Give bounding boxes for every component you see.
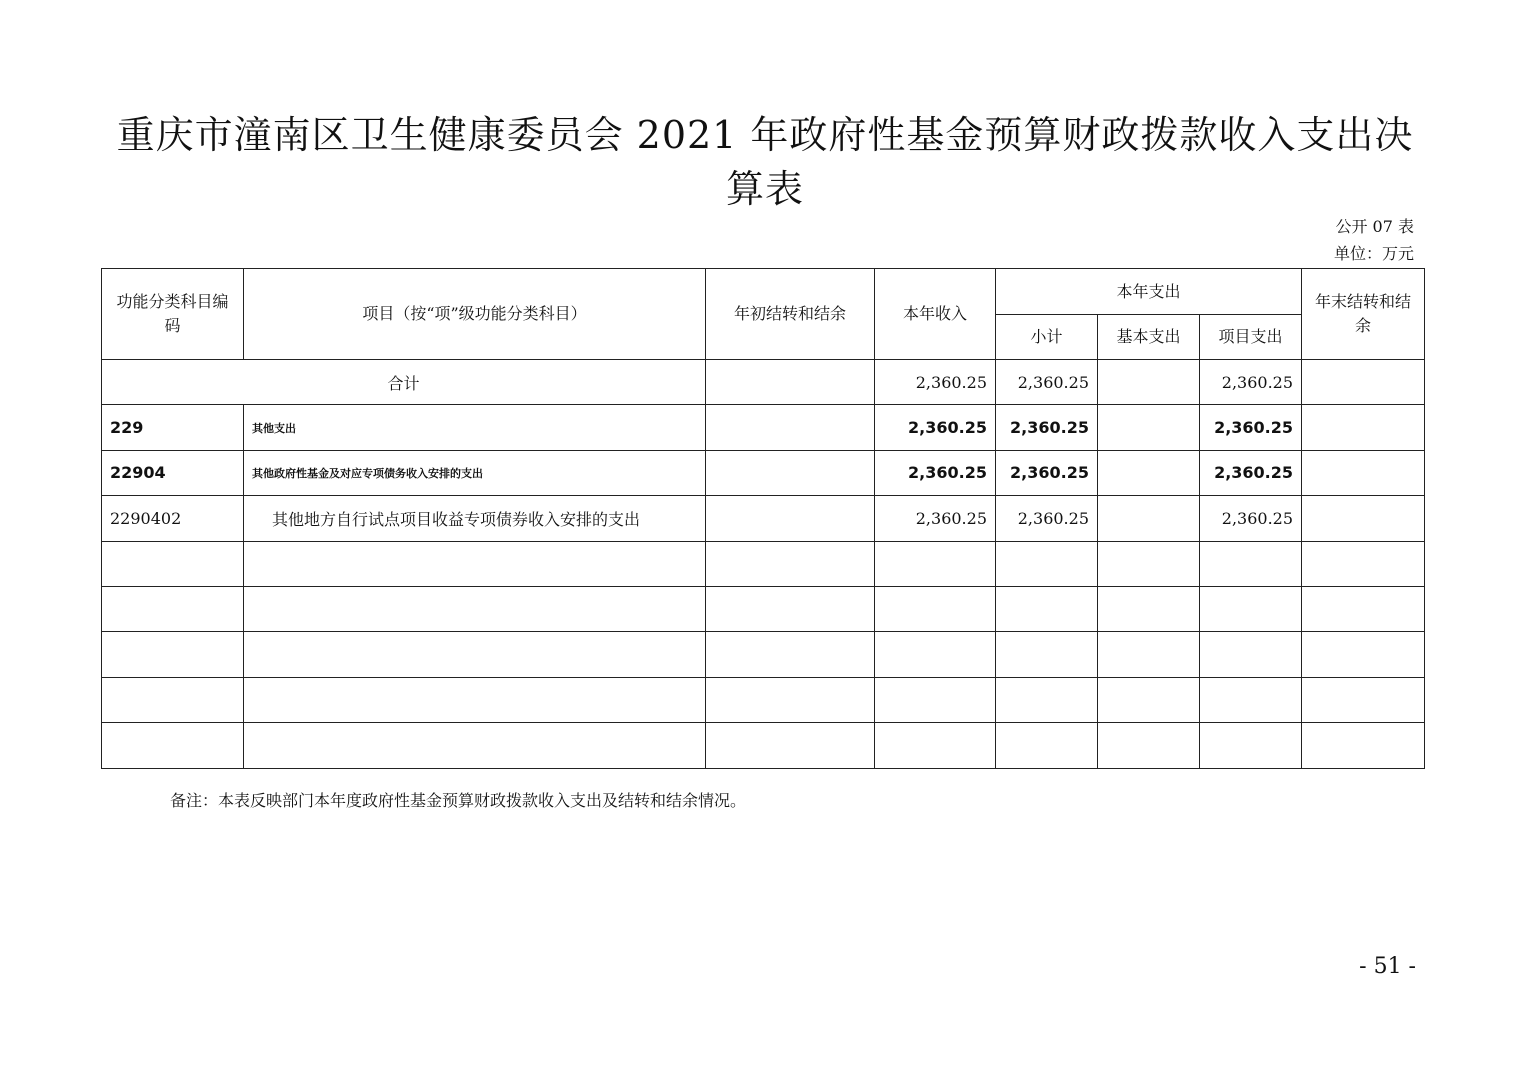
row-code: 2290402	[102, 496, 244, 541]
row-subtotal: 2,360.25	[996, 496, 1098, 541]
page-number: - 51 -	[1359, 954, 1416, 979]
title-line-2: 算表	[725, 167, 804, 211]
empty-row	[102, 677, 1425, 722]
row-code: 229	[102, 405, 244, 450]
row-name: 其他支出	[244, 405, 706, 450]
total-basic	[1098, 360, 1200, 405]
row-project: 2,360.25	[1200, 496, 1302, 541]
row-project: 2,360.25	[1200, 405, 1302, 450]
row-closing-balance	[1302, 496, 1425, 541]
header-opening-balance: 年初结转和结余	[706, 269, 875, 360]
empty-row	[102, 632, 1425, 677]
empty-row	[102, 723, 1425, 768]
header-basic: 基本支出	[1098, 315, 1200, 360]
row-subtotal: 2,360.25	[996, 405, 1098, 450]
row-basic	[1098, 496, 1200, 541]
row-project: 2,360.25	[1200, 450, 1302, 495]
header-code: 功能分类科目编码	[102, 269, 244, 360]
total-subtotal: 2,360.25	[996, 360, 1098, 405]
row-basic	[1098, 405, 1200, 450]
total-label: 合计	[102, 360, 706, 405]
total-income: 2,360.25	[875, 360, 996, 405]
header-item: 项目（按“项”级功能分类科目）	[244, 269, 706, 360]
row-name: 其他政府性基金及对应专项债务收入安排的支出	[244, 450, 706, 495]
table-row	[102, 496, 1425, 541]
budget-table	[101, 268, 1425, 769]
total-opening-balance	[706, 360, 875, 405]
row-subtotal: 2,360.25	[996, 450, 1098, 495]
unit-label: 单位：万元	[1333, 244, 1414, 263]
row-opening-balance	[706, 450, 875, 495]
row-opening-balance	[706, 496, 875, 541]
row-income: 2,360.25	[875, 405, 996, 450]
header-expenditure-group: 本年支出	[996, 269, 1302, 315]
total-row	[102, 360, 1425, 405]
row-income: 2,360.25	[875, 496, 996, 541]
total-closing-balance	[1302, 360, 1425, 405]
row-opening-balance	[706, 405, 875, 450]
table-row	[102, 405, 1425, 450]
header-subtotal: 小计	[996, 315, 1098, 360]
row-name: 其他地方自行试点项目收益专项债券收入安排的支出	[244, 496, 706, 541]
row-closing-balance	[1302, 450, 1425, 495]
table-row	[102, 450, 1425, 495]
document-title	[110, 108, 1420, 216]
header-closing-balance: 年末结转和结余	[1302, 269, 1425, 360]
row-closing-balance	[1302, 405, 1425, 450]
header-project: 项目支出	[1200, 315, 1302, 360]
form-number: 公开 07 表	[1335, 217, 1414, 236]
title-line-1: 重庆市潼南区卫生健康委员会 2021 年政府性基金预算财政拨款收入支出决	[116, 113, 1414, 157]
header-income: 本年收入	[875, 269, 996, 360]
table-note: 备注：本表反映部门本年度政府性基金预算财政拨款收入支出及结转和结余情况。	[170, 791, 747, 810]
empty-row	[102, 586, 1425, 631]
empty-row	[102, 541, 1425, 586]
row-code: 22904	[102, 450, 244, 495]
total-project: 2,360.25	[1200, 360, 1302, 405]
row-basic	[1098, 450, 1200, 495]
row-income: 2,360.25	[875, 450, 996, 495]
